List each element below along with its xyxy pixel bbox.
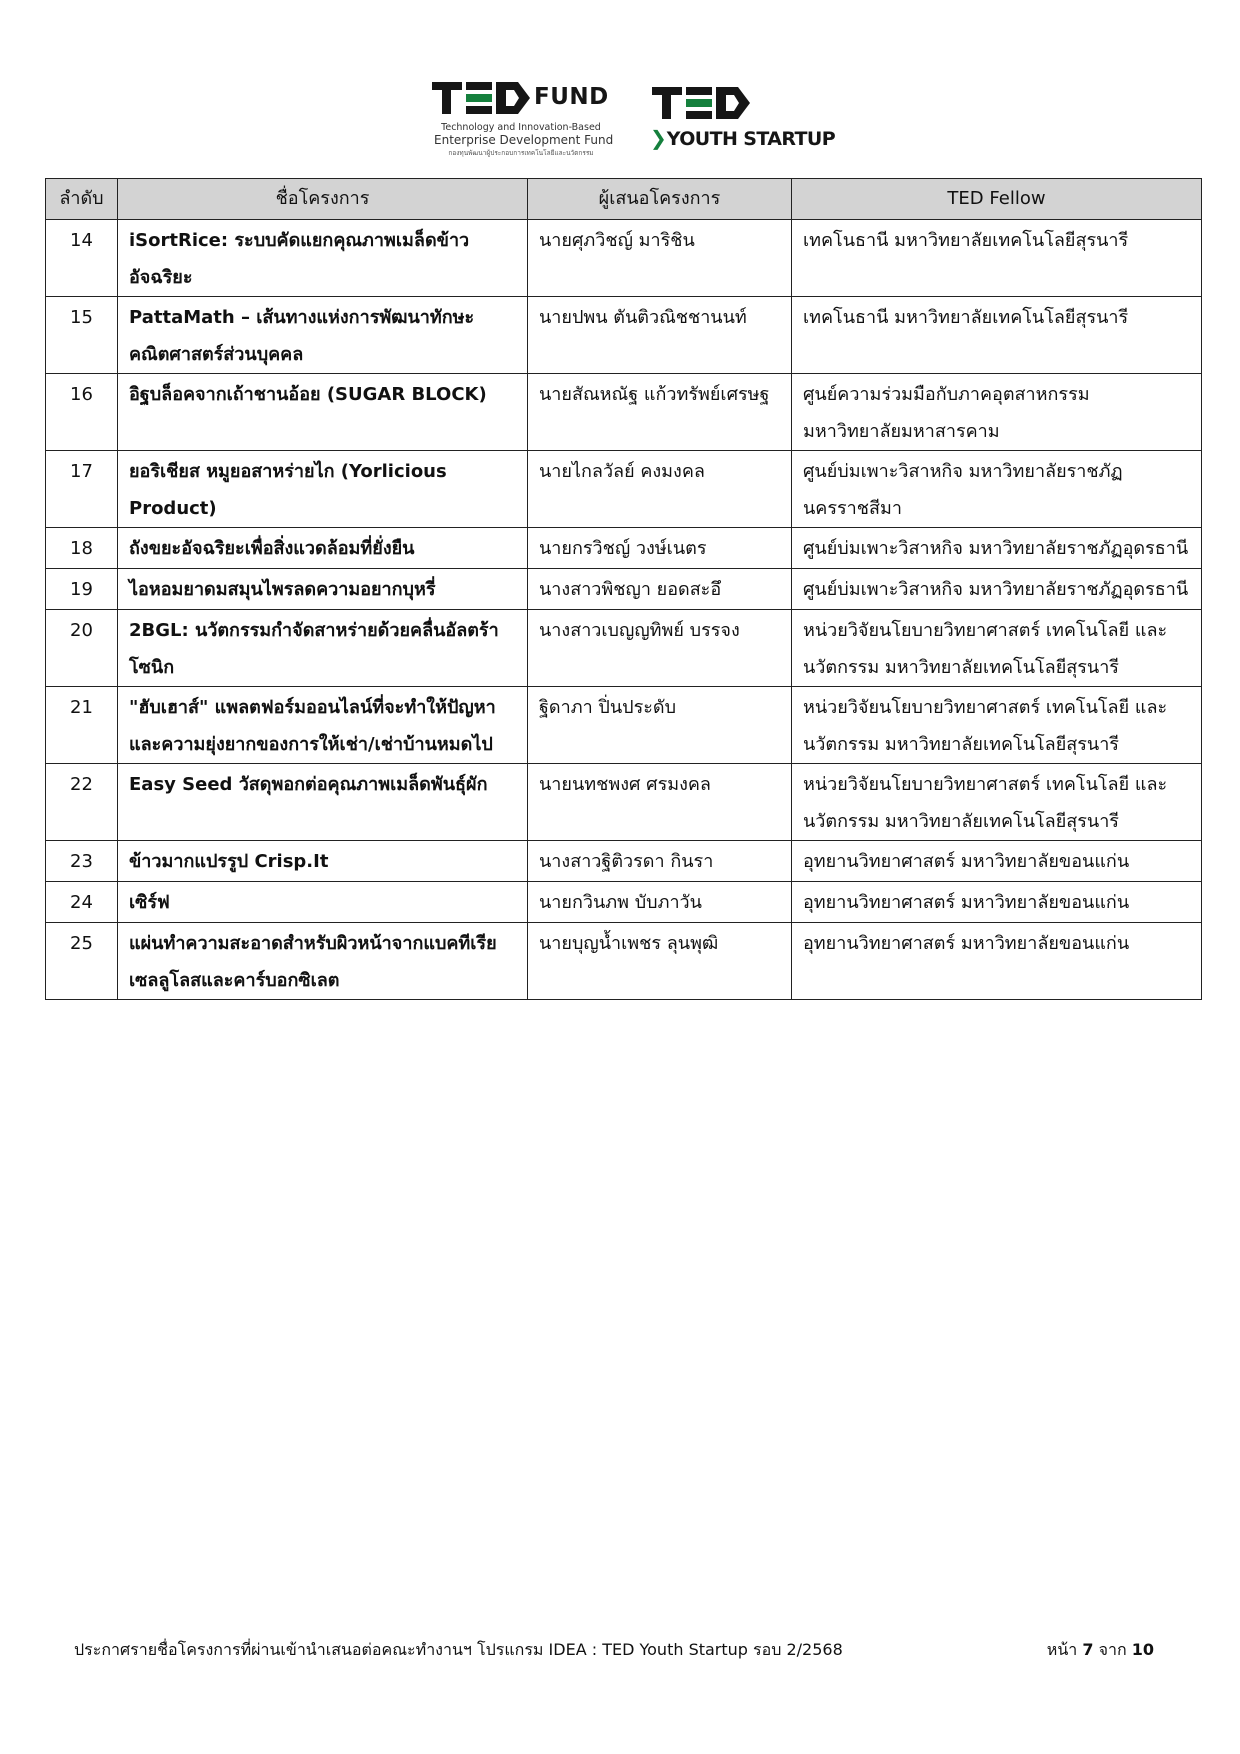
proposer-name: นายกรวิชญ์ วงษ์เนตร	[528, 528, 792, 569]
table-row	[46, 882, 1202, 923]
table-row	[46, 528, 1202, 569]
fund-subtitle-en-2: Enterprise Development Fund	[434, 133, 614, 147]
row-number: 18	[46, 528, 118, 569]
table-header-row	[46, 179, 1202, 220]
header-logos	[430, 80, 836, 162]
header-proposer: ผู้เสนอโครงการ	[528, 179, 792, 220]
proposer-name: นายสัณหณัฐ แก้วทรัพย์เศรษฐ	[528, 374, 792, 451]
ted-fund-logo	[430, 80, 614, 162]
page-total: 10	[1131, 1640, 1154, 1659]
ted-youth-startup-logo	[650, 84, 836, 154]
project-name: แผ่นทำความสะอาดสำหรับผิวหน้าจากแบคทีเรียเซลลูโลสและคาร์บอกซิเลต	[118, 923, 528, 1000]
project-name: iSortRice: ระบบคัดแยกคุณภาพเมล็ดข้าวอัจฉริยะ	[118, 220, 528, 297]
ted-fellow: ศูนย์บ่มเพาะวิสาหกิจ มหาวิทยาลัยราชภัฏอุดรธานี	[792, 569, 1202, 610]
ted-fellow: เทคโนธานี มหาวิทยาลัยเทคโนโลยีสุรนารี	[792, 220, 1202, 297]
project-name: PattaMath – เส้นทางแห่งการพัฒนาทักษะคณิตศาสตร์ส่วนบุคคล	[118, 297, 528, 374]
table-row	[46, 764, 1202, 841]
row-number: 17	[46, 451, 118, 528]
proposer-name: นายศุภวิชญ์ มาริชิน	[528, 220, 792, 297]
table-row	[46, 841, 1202, 882]
fund-subtitle-th: กองทุนพัฒนาผู้ประกอบการเทคโนโลยีและนวัตกรรม	[448, 149, 594, 157]
projects-table	[45, 178, 1202, 1000]
project-name: ไอหอมยาดมสมุนไพรลดความอยากบุหรี่	[118, 569, 528, 610]
project-name: ข้าวมากแปรรูป Crisp.It	[118, 841, 528, 882]
header-no: ลำดับ	[46, 179, 118, 220]
proposer-name: นางสาวฐิติวรดา กินรา	[528, 841, 792, 882]
table-row	[46, 687, 1202, 764]
ted-fellow: ศูนย์บ่มเพาะวิสาหกิจ มหาวิทยาลัยราชภัฏนครราชสีมา	[792, 451, 1202, 528]
row-number: 14	[46, 220, 118, 297]
page-prefix: หน้า	[1046, 1640, 1078, 1659]
proposer-name: นายนทชพงศ ศรมงคล	[528, 764, 792, 841]
table-row	[46, 923, 1202, 1000]
proposer-name: นายกวินภพ บับภาวัน	[528, 882, 792, 923]
table-row	[46, 374, 1202, 451]
row-number: 25	[46, 923, 118, 1000]
fund-word: FUND	[534, 84, 609, 110]
project-name: "ฮับเฮาส์" แพลตฟอร์มออนไลน์ที่จะทำให้ปัญหาและความยุ่งยากของการให้เช่า/เช่าบ้านหมดไป	[118, 687, 528, 764]
ted-logo-mark	[430, 80, 534, 116]
proposer-name: นายบุญน้ำเพชร ลุนพุฒิ	[528, 923, 792, 1000]
chevron-right-icon: ❯	[650, 126, 667, 150]
project-name: เซิร์ฟ	[118, 882, 528, 923]
table-row	[46, 451, 1202, 528]
project-name: ถังขยะอัจฉริยะเพื่อสิ่งแวดล้อมที่ยั่งยืน	[118, 528, 528, 569]
ted-fellow: ศูนย์ความร่วมมือกับภาคอุตสาหกรรม มหาวิทยาลัยมหาสารคาม	[792, 374, 1202, 451]
table-row	[46, 569, 1202, 610]
table-row	[46, 297, 1202, 374]
row-number: 19	[46, 569, 118, 610]
row-number: 15	[46, 297, 118, 374]
youth-startup-word: YOUTH STARTUP	[666, 128, 836, 150]
proposer-name: นางสาวพิชญา ยอดสะอึ	[528, 569, 792, 610]
row-number: 16	[46, 374, 118, 451]
ted-fellow: หน่วยวิจัยนโยบายวิทยาศาสตร์ เทคโนโลยี และนวัตกรรม มหาวิทยาลัยเทคโนโลยีสุรนารี	[792, 687, 1202, 764]
row-number: 20	[46, 610, 118, 687]
table-row	[46, 610, 1202, 687]
proposer-name: นายไกลวัลย์ คงมงคล	[528, 451, 792, 528]
row-number: 21	[46, 687, 118, 764]
page-indicator	[1047, 1638, 1154, 1663]
ted-logo-mark	[650, 84, 754, 122]
project-name: ยอริเชียส หมูยอสาหร่ายไก (Yorlicious Product)	[118, 451, 528, 528]
ted-fellow: อุทยานวิทยาศาสตร์ มหาวิทยาลัยขอนแก่น	[792, 841, 1202, 882]
project-name: Easy Seed วัสดุพอกต่อคุณภาพเมล็ดพันธุ์ผัก	[118, 764, 528, 841]
ted-fellow: หน่วยวิจัยนโยบายวิทยาศาสตร์ เทคโนโลยี และนวัตกรรม มหาวิทยาลัยเทคโนโลยีสุรนารี	[792, 764, 1202, 841]
project-name: 2BGL: นวัตกรรมกำจัดสาหร่ายด้วยคลื่นอัลตร้าโซนิก	[118, 610, 528, 687]
page-current: 7	[1082, 1640, 1094, 1659]
row-number: 23	[46, 841, 118, 882]
ted-fellow: อุทยานวิทยาศาสตร์ มหาวิทยาลัยขอนแก่น	[792, 923, 1202, 1000]
project-name: อิฐบล็อคจากเถ้าชานอ้อย (SUGAR BLOCK)	[118, 374, 528, 451]
ted-fellow: อุทยานวิทยาศาสตร์ มหาวิทยาลัยขอนแก่น	[792, 882, 1202, 923]
header-project-name: ชื่อโครงการ	[118, 179, 528, 220]
ted-fellow: เทคโนธานี มหาวิทยาลัยเทคโนโลยีสุรนารี	[792, 297, 1202, 374]
page-mid: จาก	[1098, 1640, 1127, 1659]
ted-fellow: ศูนย์บ่มเพาะวิสาหกิจ มหาวิทยาลัยราชภัฏอุดรธานี	[792, 528, 1202, 569]
row-number: 22	[46, 764, 118, 841]
table-row	[46, 220, 1202, 297]
row-number: 24	[46, 882, 118, 923]
header-ted-fellow: TED Fellow	[792, 179, 1202, 220]
proposer-name: ฐิดาภา ปิ่นประดับ	[528, 687, 792, 764]
proposer-name: นายปพน ตันติวณิชชานนท์	[528, 297, 792, 374]
proposer-name: นางสาวเบญญทิพย์ บรรจง	[528, 610, 792, 687]
ted-fellow: หน่วยวิจัยนโยบายวิทยาศาสตร์ เทคโนโลยี และนวัตกรรม มหาวิทยาลัยเทคโนโลยีสุรนารี	[792, 610, 1202, 687]
footer-announcement: ประกาศรายชื่อโครงการที่ผ่านเข้านำเสนอต่อคณะทำงานฯ โปรแกรม IDEA : TED Youth Startup รอบ 2/2568	[74, 1640, 843, 1659]
fund-subtitle-en-1: Technology and Innovation-Based	[441, 122, 601, 133]
